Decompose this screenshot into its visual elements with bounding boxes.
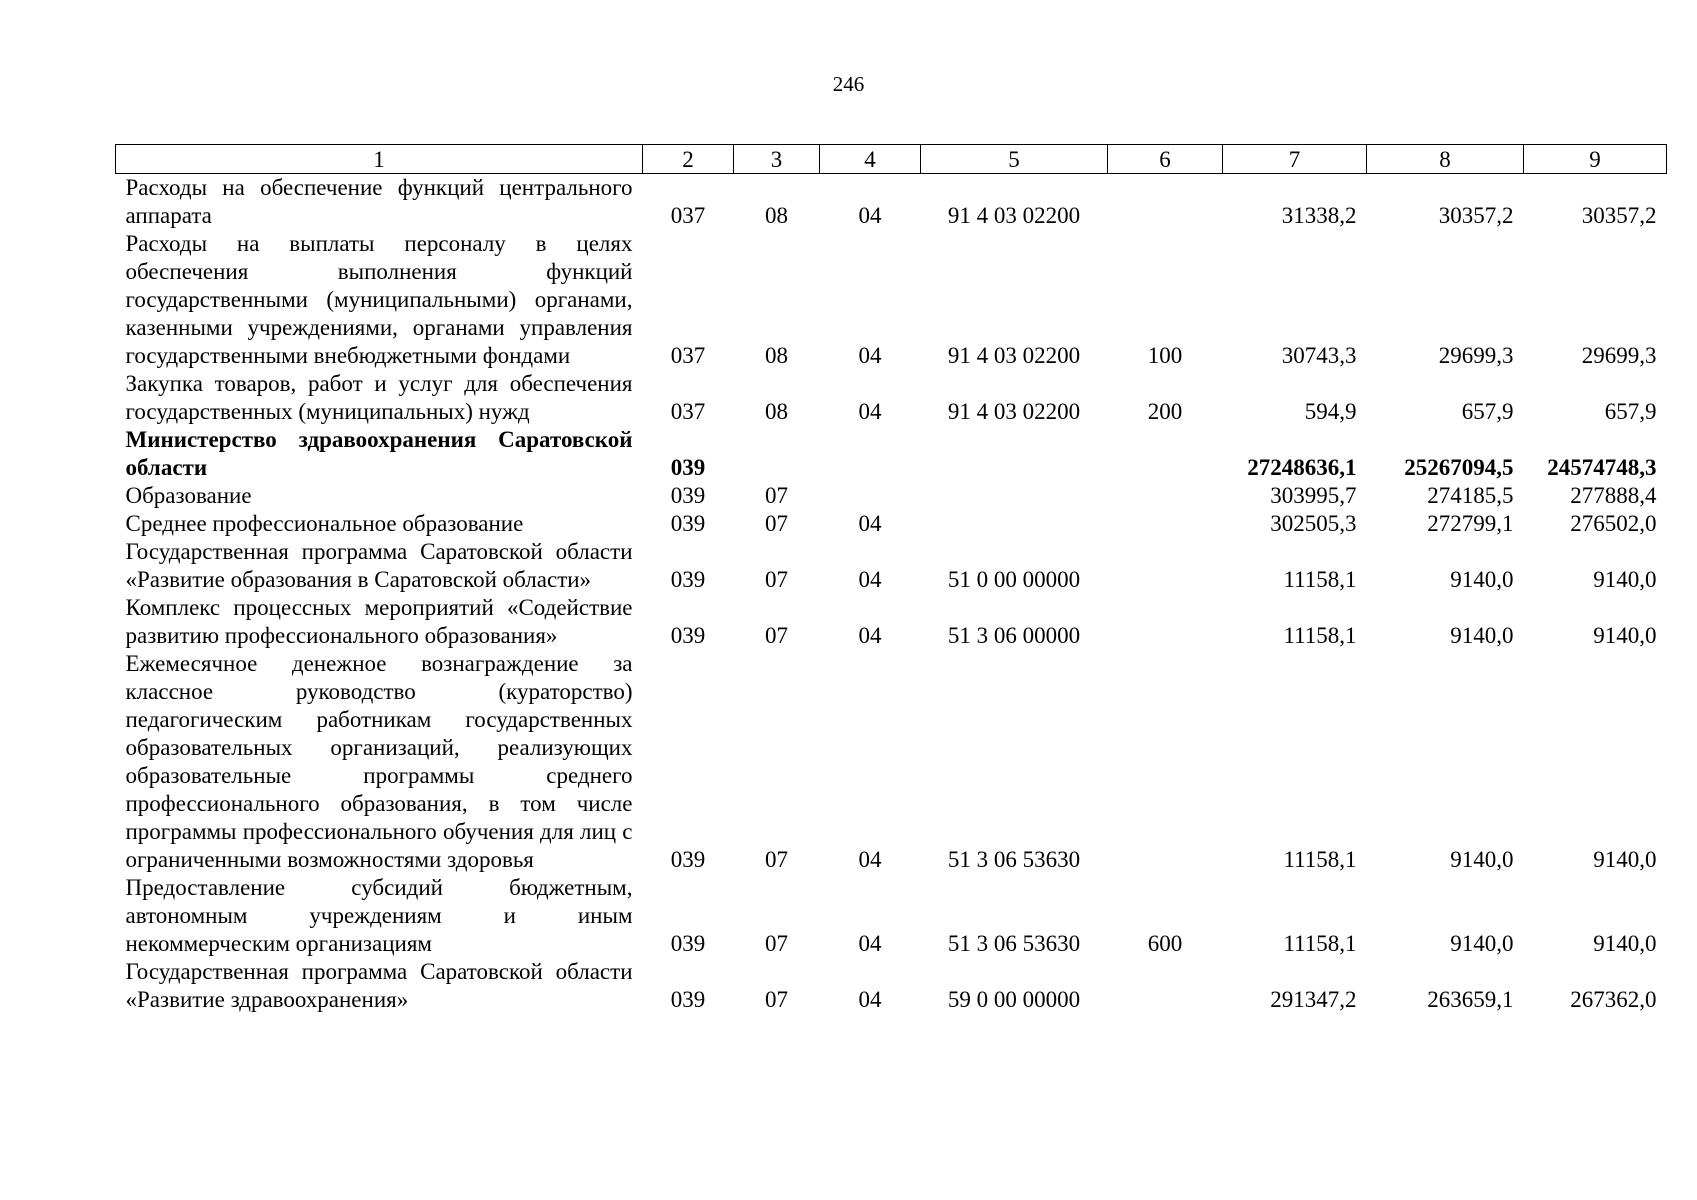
row-target-article [921, 482, 1108, 510]
row-name: Среднее профессиональное образование [125, 511, 524, 536]
row-amount-col7: 11158,1 [1283, 567, 1357, 592]
row-amount-col8: 272799,1 [1427, 511, 1514, 536]
table-row [116, 510, 1667, 538]
row-expense-type [1108, 510, 1223, 538]
row-amount-col9: 9140,0 [1593, 931, 1657, 956]
table-row [116, 230, 1667, 370]
row-amount-col9: 29699,3 [1581, 343, 1657, 368]
column-header-6: 6 [1108, 145, 1223, 174]
row-amount-col9: 657,9 [1604, 399, 1657, 424]
row-section: 07 [765, 483, 788, 508]
row-target-article: 51 3 06 53630 [947, 847, 1081, 872]
column-header-2: 2 [643, 145, 734, 174]
row-name: Государственная программа Саратовской области «Развитие образования в Саратовской области» [125, 539, 633, 592]
row-expense-type [1108, 958, 1223, 1014]
table-row [116, 594, 1667, 650]
budget-table [115, 144, 1667, 1014]
row-amount-col9: 276502,0 [1570, 511, 1657, 536]
column-header-4: 4 [820, 145, 921, 174]
row-subsection [820, 482, 921, 510]
row-admin-code: 039 [670, 623, 706, 648]
row-section: 07 [765, 847, 788, 872]
row-subsection: 04 [858, 203, 882, 228]
table-row [116, 370, 1667, 426]
row-target-article [921, 426, 1108, 482]
row-admin-code: 037 [670, 399, 706, 424]
row-admin-code: 037 [670, 203, 706, 228]
row-expense-type [1108, 174, 1223, 231]
row-section: 08 [765, 203, 788, 228]
row-section: 08 [765, 343, 788, 368]
row-amount-col8: 9140,0 [1450, 847, 1514, 872]
row-admin-code: 039 [670, 567, 706, 592]
column-header-8: 8 [1367, 145, 1524, 174]
row-amount-col8: 29699,3 [1438, 343, 1514, 368]
row-target-article: 91 4 03 02200 [947, 343, 1081, 368]
column-header-7: 7 [1223, 145, 1367, 174]
row-target-article: 91 4 03 02200 [947, 203, 1081, 228]
row-section: 07 [765, 511, 788, 536]
table-row [116, 482, 1667, 510]
row-subsection: 04 [858, 931, 882, 956]
row-amount-col7: 303995,7 [1270, 483, 1357, 508]
row-section: 07 [765, 931, 788, 956]
row-subsection: 04 [858, 511, 882, 536]
row-amount-col8: 30357,2 [1438, 203, 1514, 228]
row-target-article: 51 3 06 53630 [947, 931, 1081, 956]
row-section [734, 426, 820, 482]
row-expense-type [1108, 538, 1223, 594]
row-target-article: 91 4 03 02200 [947, 399, 1081, 424]
row-amount-col9: 9140,0 [1593, 847, 1657, 872]
row-amount-col9: 24574748,3 [1547, 455, 1657, 480]
row-section: 08 [765, 399, 788, 424]
row-amount-col7: 291347,2 [1270, 987, 1357, 1012]
table-row [116, 174, 1667, 231]
row-amount-col7: 11158,1 [1283, 847, 1357, 872]
table-row [116, 538, 1667, 594]
row-amount-col7: 30743,3 [1281, 343, 1357, 368]
row-section: 07 [765, 567, 788, 592]
row-expense-type [1108, 594, 1223, 650]
row-amount-col9: 9140,0 [1593, 623, 1657, 648]
row-admin-code: 039 [670, 483, 706, 508]
row-name: Министерство здравоохранения Саратовской области [125, 427, 633, 480]
row-target-article: 59 0 00 00000 [947, 987, 1081, 1012]
row-section: 07 [765, 623, 788, 648]
row-subsection: 04 [858, 847, 882, 872]
row-amount-col8: 263659,1 [1427, 987, 1514, 1012]
row-subsection: 04 [858, 343, 882, 368]
row-name: Расходы на обеспечение функций центрального аппарата [125, 175, 633, 228]
header-row [116, 145, 1667, 174]
row-amount-col8: 274185,5 [1427, 483, 1514, 508]
row-expense-type: 600 [1147, 931, 1183, 956]
row-admin-code: 037 [670, 343, 706, 368]
row-target-article: 51 3 06 00000 [947, 623, 1081, 648]
row-target-article [921, 510, 1108, 538]
row-subsection: 04 [858, 623, 882, 648]
column-header-5: 5 [921, 145, 1108, 174]
row-amount-col8: 9140,0 [1450, 567, 1514, 592]
row-subsection [820, 426, 921, 482]
row-amount-col7: 302505,3 [1270, 511, 1357, 536]
row-amount-col9: 9140,0 [1593, 567, 1657, 592]
table-row [116, 426, 1667, 482]
row-amount-col7: 31338,2 [1281, 203, 1357, 228]
row-admin-code: 039 [670, 931, 706, 956]
row-admin-code: 039 [670, 987, 706, 1012]
row-expense-type [1108, 482, 1223, 510]
table-row [116, 874, 1667, 958]
row-subsection: 04 [858, 567, 882, 592]
row-target-article: 51 0 00 00000 [947, 567, 1081, 592]
row-expense-type [1108, 650, 1223, 874]
row-name: Закупка товаров, работ и услуг для обеспечения государственных (муниципальных) нужд [125, 371, 633, 424]
row-expense-type: 200 [1147, 399, 1183, 424]
row-amount-col8: 9140,0 [1450, 931, 1514, 956]
row-subsection: 04 [858, 399, 882, 424]
row-amount-col7: 11158,1 [1283, 931, 1357, 956]
table-header [116, 145, 1667, 174]
row-amount-col8: 25267094,5 [1404, 455, 1514, 480]
row-name: Государственная программа Саратовской области «Развитие здравоохранения» [125, 959, 633, 1012]
row-amount-col9: 277888,4 [1570, 483, 1657, 508]
row-admin-code: 039 [670, 847, 706, 872]
row-amount-col8: 657,9 [1461, 399, 1514, 424]
table-row [116, 958, 1667, 1014]
row-amount-col9: 30357,2 [1581, 203, 1657, 228]
row-admin-code: 039 [670, 511, 706, 536]
row-amount-col8: 9140,0 [1450, 623, 1514, 648]
row-admin-code: 039 [670, 455, 706, 480]
row-name: Образование [125, 483, 252, 508]
table-row [116, 650, 1667, 874]
row-name: Ежемесячное денежное вознаграждение за классное руководство (кураторство) педагогическим работникам государственных образовательных организаций, реализующих образовательные программы среднего профессионального образования, в том числе программы профессионального обучения для лиц с ограниченными возможностями здоровья [125, 651, 633, 872]
row-name: Комплекс процессных мероприятий «Содействие развитию профессионального образования» [125, 595, 633, 648]
row-expense-type: 100 [1147, 343, 1183, 368]
table-body [116, 174, 1667, 1015]
row-subsection: 04 [858, 987, 882, 1012]
column-header-3: 3 [734, 145, 820, 174]
row-name: Предоставление субсидий бюджетным, автономным учреждениям и иным некоммерческим организациям [125, 875, 633, 956]
row-name: Расходы на выплаты персоналу в целях обеспечения выполнения функций государственными (муниципальными) органами, казенными учреждениями, органами управления государственными внебюджетными фондами [125, 231, 633, 368]
page-number: 246 [832, 72, 865, 96]
row-section: 07 [765, 987, 788, 1012]
column-header-1: 1 [116, 145, 643, 174]
row-expense-type [1108, 426, 1223, 482]
row-amount-col7: 11158,1 [1283, 623, 1357, 648]
column-header-9: 9 [1524, 145, 1667, 174]
row-amount-col7: 594,9 [1304, 399, 1357, 424]
row-amount-col7: 27248636,1 [1247, 455, 1357, 480]
row-amount-col9: 267362,0 [1570, 987, 1657, 1012]
